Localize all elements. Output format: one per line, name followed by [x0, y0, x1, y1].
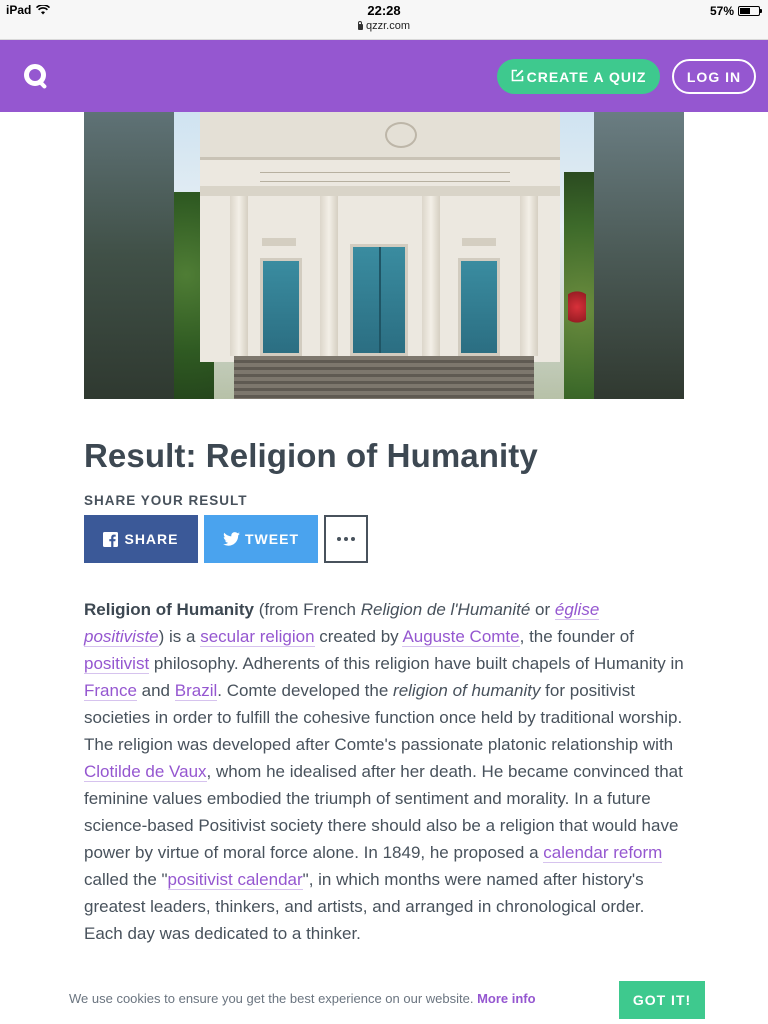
edit-icon — [511, 69, 524, 82]
clock: 22:28 — [367, 3, 401, 18]
tweet-button[interactable] — [204, 515, 318, 563]
image-blur-left — [84, 112, 174, 399]
login-button[interactable]: LOG IN — [672, 59, 756, 94]
facebook-share-button[interactable] — [84, 515, 198, 563]
twitter-icon — [223, 532, 240, 546]
result-image — [84, 112, 684, 399]
more-share-options-button[interactable] — [324, 515, 368, 563]
cookie-more-info-link[interactable]: More info — [477, 991, 536, 1006]
battery-percent: 57% — [709, 4, 734, 18]
result-title: Result: Religion of Humanity — [84, 437, 538, 474]
link-secular-religion[interactable]: secular religion — [200, 627, 315, 646]
result-description: Religion of Humanity (from French Religion de l'Humanité or église positiviste) is a secular religion created by Auguste Comte, the founder of positivist philosophy. Adherents of this religion have built chapels of Humanity in France and Brazil. Comte developed the religion of humanity for positivist societies in order to fulfill the cohesive function once held by traditional worship. The religion was developed after Comte's passionate platonic relationship with Clotilde de Vaux, whom he idealised after her death. He became convinced that feminine values embodied the triumph of sentiment and morality. In a future science-based Positivist society there should also be a religion that would have power by virtue of moral force alone. In 1849, he proposed a calendar reform called the "positivist calendar", in which months were named after history's greatest leaders, thinkers, and artists, and arranged in chronological order. Each day was dedicated to a thinker. — [84, 600, 684, 943]
cookie-banner — [0, 974, 768, 1024]
address-bar[interactable] — [0, 19, 768, 33]
link-calendar-reform[interactable]: calendar reform — [543, 843, 663, 862]
create-quiz-label: CREATE A QUIZ — [526, 68, 647, 85]
article-term: Religion of Humanity — [84, 600, 254, 619]
device-label: iPad — [6, 3, 32, 17]
battery-icon — [738, 6, 760, 16]
facebook-icon — [103, 532, 118, 547]
image-blur-right — [594, 112, 684, 399]
link-clotilde-de-vaux[interactable]: Clotilde de Vaux — [84, 762, 207, 781]
cookie-text: We use cookies to ensure you get the best experience on our website. More info — [69, 991, 536, 1006]
link-brazil[interactable]: Brazil — [174, 681, 218, 700]
link-auguste-comte[interactable]: Auguste Comte — [402, 627, 520, 646]
link-eglise-positiviste[interactable]: église positiviste — [84, 600, 600, 646]
lock-icon — [358, 24, 363, 30]
url-text: qzzr.com — [365, 20, 410, 32]
link-positivist-calendar[interactable]: positivist calendar — [167, 870, 303, 889]
temple-photo — [174, 112, 594, 399]
create-quiz-button[interactable] — [497, 59, 660, 94]
status-bar — [0, 0, 768, 40]
qzzr-logo-icon[interactable] — [24, 64, 46, 86]
link-france[interactable]: France — [84, 681, 137, 700]
share-label: SHARE — [124, 531, 179, 547]
temple-building — [200, 112, 560, 362]
cookie-accept-button[interactable]: GOT IT! — [619, 981, 705, 1019]
link-positivist[interactable]: positivist — [84, 654, 150, 673]
top-navbar — [0, 40, 768, 112]
share-heading: SHARE YOUR RESULT — [84, 493, 248, 508]
tweet-label: TWEET — [245, 531, 299, 547]
temple-steps — [234, 356, 534, 399]
ellipsis-icon — [337, 537, 341, 541]
